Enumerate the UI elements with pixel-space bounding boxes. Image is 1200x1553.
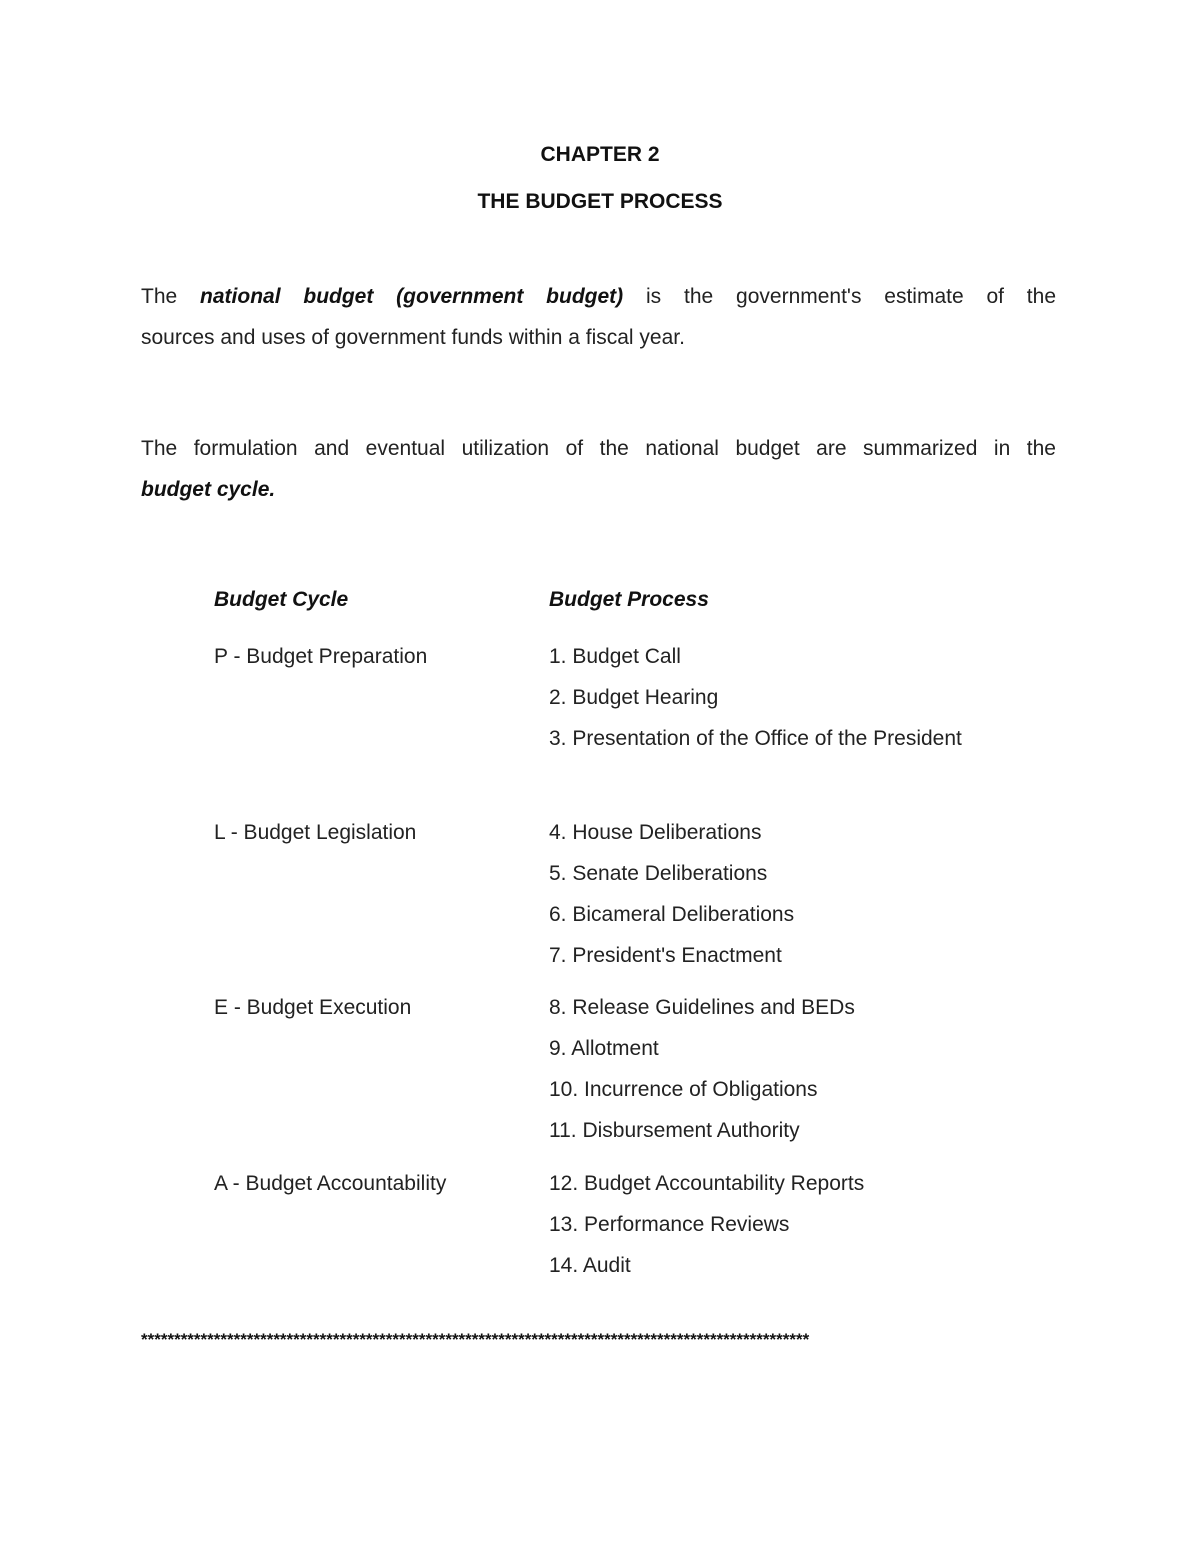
budget-cycle-header: Budget Cycle xyxy=(214,588,349,611)
cycle-label: P - Budget Preparation xyxy=(214,645,428,668)
process-step: 1. Budget Call xyxy=(549,645,681,668)
cycle-label: L - Budget Legislation xyxy=(214,821,417,844)
process-steps xyxy=(549,812,986,976)
process-steps xyxy=(549,1163,986,1286)
definition-line-1 xyxy=(141,276,1056,317)
definition-line-2: sources and uses of government funds within a fiscal year. xyxy=(141,326,685,349)
process-step: 13. Performance Reviews xyxy=(549,1213,790,1236)
definition-rest: is the government's estimate of the xyxy=(646,285,1057,308)
process-step: 8. Release Guidelines and BEDs xyxy=(549,996,855,1019)
cycle-paragraph xyxy=(141,428,1056,510)
process-step: 11. Disbursement Authority xyxy=(549,1119,800,1142)
process-step: 9. Allotment xyxy=(549,1037,659,1060)
cycle-term: budget cycle. xyxy=(141,478,276,501)
process-steps xyxy=(549,987,986,1151)
process-step: 6. Bicameral Deliberations xyxy=(549,903,795,926)
definition-prefix: The xyxy=(141,285,178,308)
cycle-line-1: The formulation and eventual utilization of the national budget are summarized in the xyxy=(141,437,1056,460)
chapter-title: THE BUDGET PROCESS xyxy=(477,190,723,213)
chapter-number: CHAPTER 2 xyxy=(540,143,660,166)
process-step: 3. Presentation of the Office of the President xyxy=(549,727,962,750)
definition-term: national budget (government budget) xyxy=(200,285,624,308)
cycle-label: E - Budget Execution xyxy=(214,996,412,1019)
asterisk-divider: ***************************************************************************************************** xyxy=(141,1330,810,1349)
process-step: 14. Audit xyxy=(549,1254,631,1277)
budget-process-header: Budget Process xyxy=(549,588,709,611)
process-step: 10. Incurrence of Obligations xyxy=(549,1078,818,1101)
process-step: 7. President's Enactment xyxy=(549,944,782,967)
process-steps xyxy=(549,636,986,759)
process-step: 5. Senate Deliberations xyxy=(549,862,768,885)
process-step: 12. Budget Accountability Reports xyxy=(549,1172,865,1195)
process-step: 4. House Deliberations xyxy=(549,821,762,844)
cycle-label: A - Budget Accountability xyxy=(214,1172,447,1195)
definition-paragraph xyxy=(141,276,1056,358)
process-step: 2. Budget Hearing xyxy=(549,686,719,709)
